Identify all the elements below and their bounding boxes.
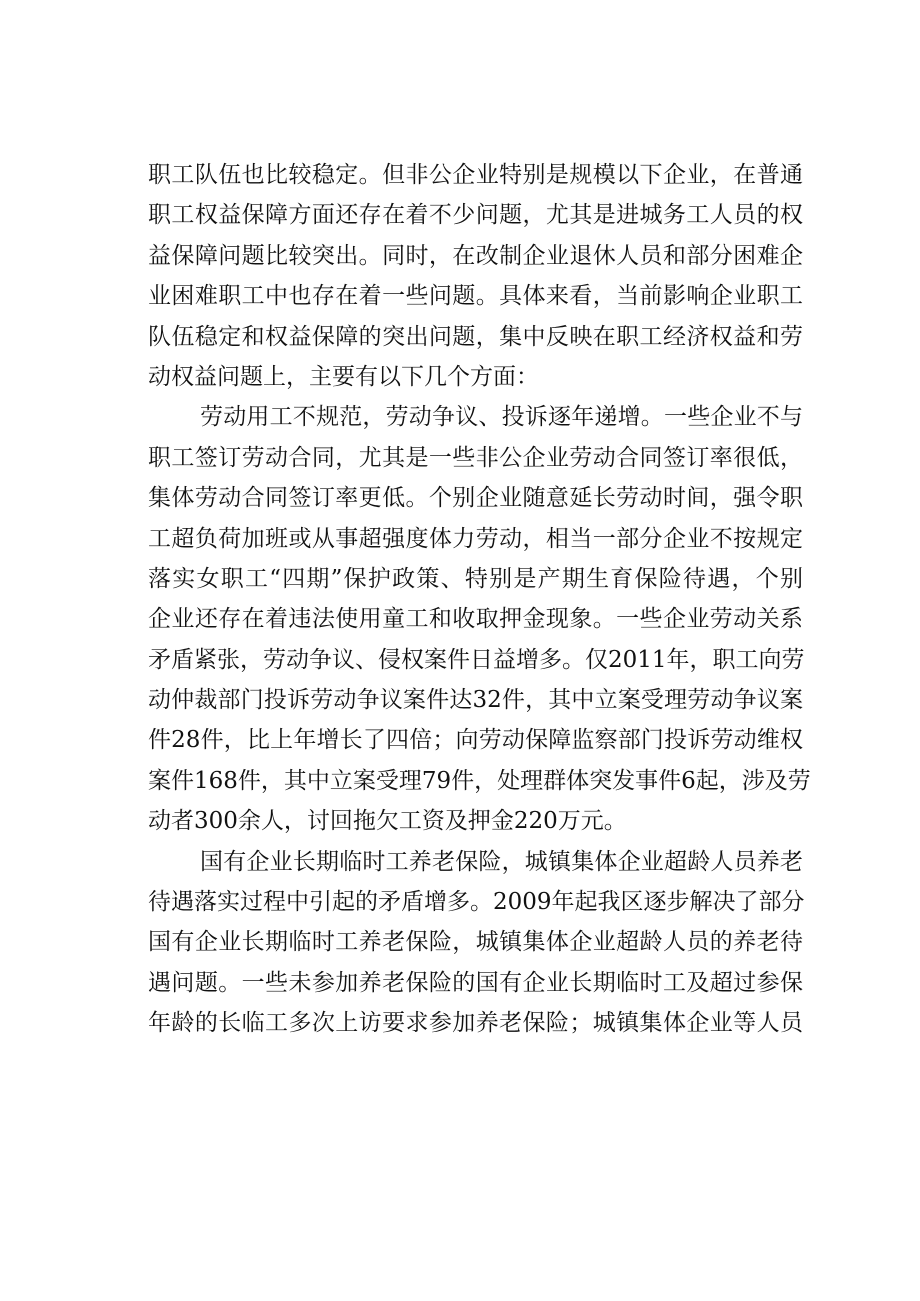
text-line: 企业还存在着违法使用童工和收取押金现象。一些企业劳动关系 bbox=[148, 606, 803, 633]
text-line: 动仲裁部门投诉劳动争议案件达32件，其中立案受理劳动争议案 bbox=[148, 687, 803, 714]
text-line: 队伍稳定和权益保障的突出问题，集中反映在职工经济权益和劳 bbox=[148, 323, 803, 350]
text-line: 职工权益保障方面还存在着不少问题，尤其是进城务工人员的权 bbox=[148, 202, 803, 229]
text-line: 件28件，比上年增长了四倍；向劳动保障监察部门投诉劳动维权 bbox=[148, 727, 803, 754]
text-line: 年龄的长临工多次上访要求参加养老保险；城镇集体企业等人员 bbox=[148, 1010, 803, 1037]
text-line: 职工签订劳动合同，尤其是一些非公企业劳动合同签订率很低， bbox=[148, 444, 803, 471]
text-line: 案件168件，其中立案受理79件，处理群体突发事件6起，涉及劳 bbox=[148, 767, 811, 794]
text-line: 工超负荷加班或从事超强度体力劳动，相当一部分企业不按规定 bbox=[148, 525, 803, 552]
text-line: 落实女职工“四期”保护政策、特别是产期生育保险待遇，个别 bbox=[148, 565, 803, 592]
text-line: 国有企业长期临时工养老保险，城镇集体企业超龄人员养老 bbox=[200, 848, 803, 875]
text-line: 动者300余人，讨回拖欠工资及押金220万元。 bbox=[148, 808, 627, 835]
text-line: 遇问题。一些未参加养老保险的国有企业长期临时工及超过参保 bbox=[148, 969, 803, 996]
body-text bbox=[148, 155, 811, 1044]
text-line: 业困难职工中也存在着一些问题。具体来看，当前影响企业职工 bbox=[148, 283, 803, 310]
text-line: 待遇落实过程中引起的矛盾增多。2009年起我区逐步解决了部分 bbox=[148, 889, 805, 916]
text-line: 集体劳动合同签订率更低。个别企业随意延长劳动时间，强令职 bbox=[148, 485, 803, 512]
text-line: 动权益问题上，主要有以下几个方面： bbox=[148, 363, 539, 390]
text-line: 矛盾紧张，劳动争议、侵权案件日益增多。仅2011年，职工向劳 bbox=[148, 646, 805, 673]
text-line: 劳动用工不规范，劳动争议、投诉逐年递增。一些企业不与 bbox=[200, 404, 803, 431]
text-line: 职工队伍也比较稳定。但非公企业特别是规模以下企业，在普通 bbox=[148, 162, 803, 188]
text-line: 国有企业长期临时工养老保险，城镇集体企业超龄人员的养老待 bbox=[148, 929, 803, 956]
text-line: 益保障问题比较突出。同时，在改制企业退休人员和部分困难企 bbox=[148, 242, 803, 269]
